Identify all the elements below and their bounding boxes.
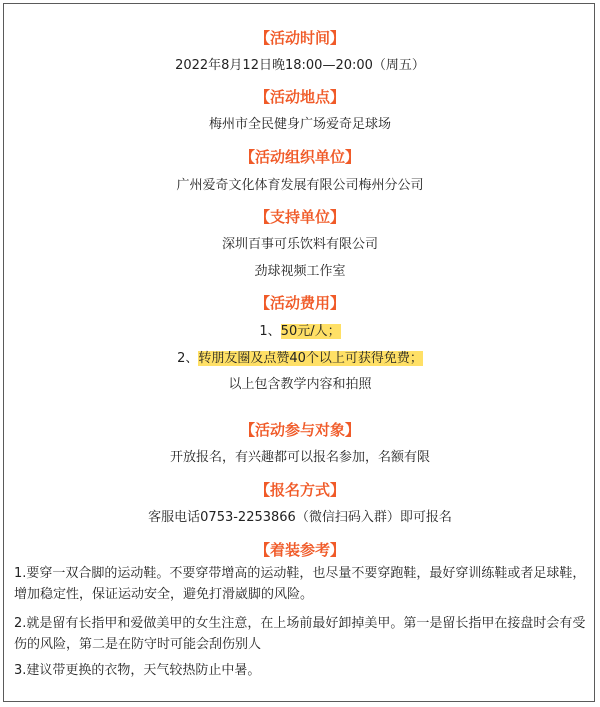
heading-signup: 【报名方式】	[254, 481, 345, 499]
heading-place: 【活动地点】	[254, 88, 345, 106]
heading-audience: 【活动参与对象】	[239, 421, 360, 439]
heading-time: 【活动时间】	[254, 29, 345, 47]
heading-dress: 【着装参考】	[254, 541, 345, 559]
fee-item-2-highlight: 转朋友圈及点赞40个以上可获得免费；	[198, 351, 423, 366]
signup-text: 客服电话0753-2253866（微信扫码入群）即可报名	[148, 510, 452, 525]
place-text: 梅州市全民健身广场爱奇足球场	[208, 117, 391, 132]
fee-item-2	[0, 347, 600, 366]
fee-item-2-prefix: 2、	[177, 351, 199, 366]
audience-text: 开放报名，有兴趣都可以报名参加，名额有限	[169, 450, 430, 465]
organizer-text: 广州爱奇文化体育发展有限公司梅州分公司	[176, 178, 424, 193]
fee-item-1-prefix: 1、	[259, 324, 281, 339]
support-line-2: 劲球视频工作室	[254, 264, 346, 279]
heading-organizer: 【活动组织单位】	[239, 148, 360, 166]
fee-item-1-highlight: 50元/人；	[280, 324, 341, 339]
dress-item-2: 2.就是留有长指甲和爱做美甲的女生注意，在上场前最好卸掉美甲。第一是留长指甲在接盘时会有受伤的风险，第二是在防守时可能会刮伤别人	[14, 616, 586, 652]
support-line-1: 深圳百事可乐饮料有限公司	[221, 237, 378, 252]
dress-item-3: 3.建议带更换的衣物，天气较热防止中暑。	[14, 663, 261, 678]
fee-note: 以上包含教学内容和拍照	[228, 377, 372, 392]
heading-fee: 【活动费用】	[254, 294, 345, 312]
heading-support: 【支持单位】	[254, 208, 345, 226]
fee-item-1	[0, 320, 600, 339]
dress-item-1: 1.要穿一双合脚的运动鞋。不要穿带增高的运动鞋，也尽量不要穿跑鞋，最好穿训练鞋或者足球鞋，增加稳定性，保证运动安全，避免打滑崴脚的风险。	[14, 566, 586, 602]
time-text: 2022年8月12日晚18:00—20:00（周五）	[175, 58, 425, 73]
